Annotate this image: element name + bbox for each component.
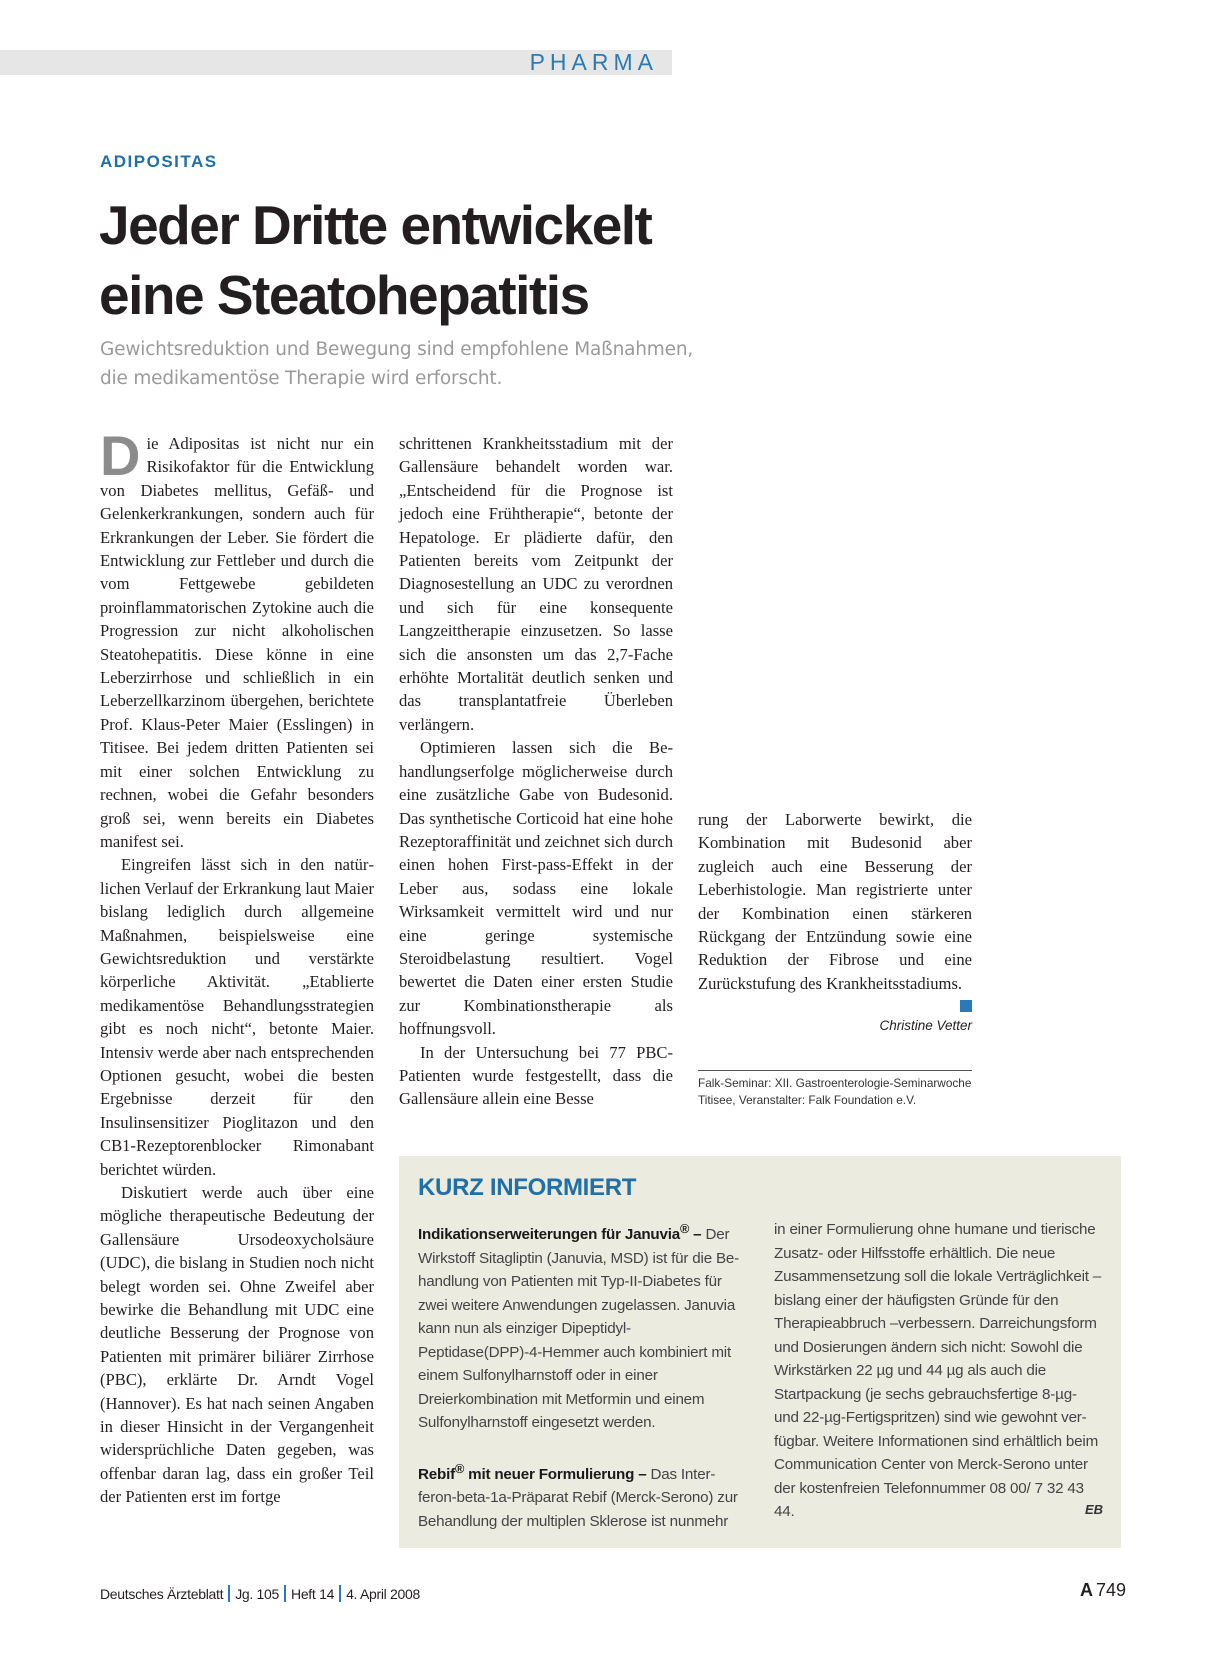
info-item-januvia-text: Der Wirkstoff Sitagliptin (Januvia, MSD) ist für die Behandlung von Patienten mit Typ-II-Diabetes für zwei weitere Anwendungen zugelassen. Januvia kann nun als einziger Dipeptidyl-Peptidase(DPP)-4-Hemmer auch kombiniert mit einem Sulfonylharnstoff oder in einer Dreierkombination mit Metformin und einem Sulfonylharnstoff eingesetzt werden.: [418, 1226, 740, 1432]
info-box-signature: EB: [1084, 1502, 1103, 1517]
paragraph-3: Diskutiert werde auch über eine mögliche therapeutische Bedeutung der Gallensäure Ursodeoxycholsäure (UDC), die bislang in Studien noch nicht belegt worden sei. Ohne Zweifel aber bewirke die Behandlung mit UDC eine deutliche Besserung der Prognose von Patienten mit primärer biliärer Zirrhose (PBC), erklärte Dr. Arndt Vogel (Hannover). Es hat nach seinen Angaben in dieser Hinsicht in der Vergangenheit widersprüchliche Daten gegeben, was offenbar daran lag, dass ein großer Teil der Patienten erst im fortge: [100, 1183, 374, 1507]
page-number: [1080, 1580, 1126, 1601]
drop-cap: D: [100, 424, 141, 487]
article-source-note: Falk-Seminar: XII. Gastroenterologie-Seminarwoche Titisee, Veranstalter: Falk Foundation e.V.: [698, 1076, 972, 1107]
footer-separator: [339, 1585, 341, 1602]
journal-name: Deutsches Ärzteblatt: [100, 1586, 224, 1602]
page-footer: [100, 1585, 420, 1602]
article-subline: Gewichtsreduktion und Bewegung sind empfohlene Maßnahmen, die medikamentöse Therapie wird erforscht.: [100, 339, 694, 389]
text-column-3: [698, 808, 972, 1012]
journal-date: 4. April 2008: [346, 1586, 420, 1602]
text-column-1: [100, 424, 374, 1509]
info-item-rebif-continued: in einer Formulierung ohne humane und tierische Zusatz- oder Hilfsstoffe erhältlich. Die neue Zusammensetzung soll die lokale Verträglichkeit – bislang einer der häufigsten Gründe für den Therapieabbruch –verbessern. Darreichungsform und Dosierungen ändern sich nicht: Sowohl die Wirkstärken 22 µg und 44 µg als auch die Startpackung (je sechs gebrauchsfertige 8-µg- und 22-µg-Fertigspritzen) sind wie gewohnt verfügbar. Weitere Informationen sind erhältlich beim Communication Center von Merck-Serono unter der kostenfreien Telefonnummer 08 00/ 7 32 43 44.: [774, 1221, 1102, 1520]
paragraph-4: Optimieren lassen sich die Behandlungserfolge möglicherweise durch eine zusätzliche Gabe von Budesonid. Das synthetische Corticoid hat eine hohe Rezeptoraffinität und zeichnet sich durch einen hohen First-pass-Effekt in der Leber aus, sodass eine lokale Wirksamkeit vermittelt wird und nur eine geringe systemische Steroidbelastung resultiert. Vogel bewertet die Daten einer ersten Studie zur Kombinationstherapie als hoffnungsvoll.: [399, 738, 673, 1039]
footer-separator: [284, 1585, 286, 1602]
info-item-januvia: [418, 1218, 748, 1435]
page-prefix: A: [1080, 1580, 1093, 1600]
article-kicker: ADIPOSITAS: [100, 152, 218, 171]
info-item-rebif-text: Das Interferon-beta-1a-Präparat Rebif (Merck-Serono) zur Behandlung der multiplen Sklerose ist nunmehr: [418, 1465, 738, 1530]
text-column-2: [399, 432, 673, 1111]
article-author: Christine Vetter: [879, 1018, 972, 1033]
paragraph-1: [100, 424, 374, 853]
info-item-rebif: [418, 1458, 748, 1534]
paragraph-1-text: ie Adipositas ist nicht nur ein Risikofaktor für die Entwicklung von Diabetes mellitus, Gefäß- und Gelenkerkrankungen, sondern auch für Erkrankungen der Leber. Sie fördert die Entwicklung zur Fettleber und durch die vom Fettgewebe gebildeten proinflammatorischen Zytokine auch die Progression zur nicht alkoholischen Steatohepatitis. Diese könne in eine Leberzirrhose und schließlich in ein Leberzellkarzinom übergehen, berichtete Prof. Klaus-Peter Maier (Esslingen) in Titisee. Bei jedem dritten Patienten sei mit einer solchen Entwicklung zu rechnen, wobei die Gefahr besonders groß sei, wenn bereits ein Diabetes manifest sei.: [100, 434, 374, 851]
paragraph-2: Eingreifen lässt sich in den natürlichen Verlauf der Erkrankung laut Maier bislang lediglich durch allgemeine Maßnahmen, beispielsweise eine Gewichtsreduktion und verstärkte körperliche Aktivität. „Etablierte medikamentöse Behandlungsstrategien gibt es noch nicht“, betonte Maier. Intensiv werde aber nach entsprechenden Optionen gesucht, wobei die besten Ergebnisse derzeit für den Insulinsensitizer Pioglitazon und den CB1-Rezeptorenblocker Rimonabant berichtet würden.: [100, 855, 374, 1179]
journal-volume: Jg. 105: [235, 1586, 280, 1602]
paragraph-5: In der Untersuchung bei 77 PBC-Patienten wurde festgestellt, dass die Gallensäure allein eine Besse: [399, 1042, 673, 1109]
article-headline: Jeder Dritte entwickelt eine Steatohepatitis: [99, 194, 652, 326]
paragraph-3-continued: schrittenen Krankheitsstadium mit der Gallensäure behandelt worden war. „Entscheidend für die Prognose ist jedoch eine Frühtherapie“, betonte der Hepatologe. Er plädierte dafür, den Patienten bereits vom Zeitpunkt der Diagnosestellung an UDC zu verordnen und sich für eine konsequente Langzeittherapie einzusetzen. So lasse sich die ansonsten um das 2,7-Fache erhöhte Mortalität deutlich senken und das transplantatfreie Überleben verlängern.: [399, 434, 673, 734]
page-number-value: 749: [1096, 1580, 1127, 1600]
info-item-rebif-title-rest: mit neuer Formulierung –: [464, 1465, 647, 1483]
info-item-rebif-title: Rebif: [418, 1465, 455, 1483]
journal-issue: Heft 14: [291, 1586, 335, 1602]
info-box-column-1: [418, 1218, 748, 1533]
info-item-januvia-title: Indikationserweiterungen für Januvia: [418, 1226, 681, 1244]
section-header-bar: [0, 50, 672, 75]
paragraph-5-continued: rung der Laborwerte bewirkt, die Kombination mit Budesonid aber zugleich auch eine Besserung der Leberhistologie. Man registrierte unter der Kombination einen stärkeren Rückgang der Entzündung sowie eine Reduktion der Fibrose und eine Zurückstufung des Krankheitsstadiums.: [698, 810, 972, 993]
footer-separator: [228, 1585, 230, 1602]
source-divider: [698, 1070, 972, 1071]
end-of-article-square-icon: [960, 1000, 972, 1012]
info-item-januvia-dash: –: [689, 1226, 702, 1244]
info-box-title: KURZ INFORMIERT: [418, 1174, 637, 1201]
registered-mark: ®: [680, 1222, 690, 1236]
section-label: PHARMA: [529, 49, 658, 75]
info-box: [399, 1156, 1121, 1548]
info-box-column-2: [774, 1218, 1104, 1524]
registered-mark: ®: [454, 1461, 465, 1476]
